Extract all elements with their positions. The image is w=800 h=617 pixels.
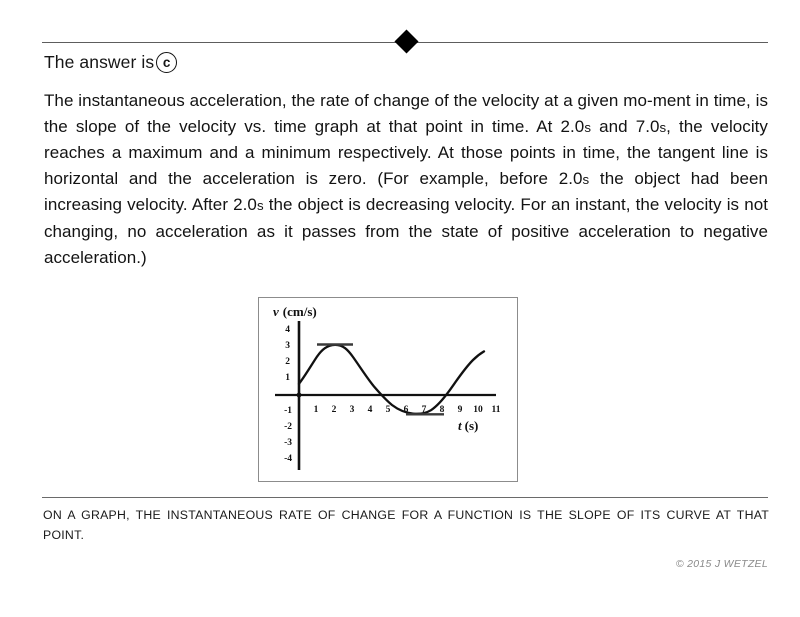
x-tick-6: 6: [403, 405, 409, 415]
value-2s-c: 2.0: [233, 195, 257, 215]
footer-note: ON A GRAPH, THE INSTANTANEOUS RATE OF CHANGE FOR A FUNCTION IS THE SLOPE OF ITS CURVE AT THAT POINT.: [43, 508, 769, 542]
y-tick-3: 3: [285, 341, 290, 351]
value-7s: 7.0: [635, 116, 660, 136]
text-seg-1: The instantaneous acceleration, the rate of change of the velocity at a given mo-ment in time, is the slope of the velocity vs. time graph at that point in time. At: [44, 91, 768, 136]
text-seg-4: the object had been increasing velocity. After: [44, 168, 768, 215]
unit-s-d: s: [256, 198, 264, 214]
answer-prefix-label: The answer is: [44, 52, 155, 72]
y-tick-neg2: -2: [284, 422, 292, 432]
x-axis-unit: (s): [464, 418, 479, 433]
explanation-text: [44, 88, 768, 270]
x-tick-5: 5: [385, 405, 391, 415]
text-seg-3: , the velocity reaches a maximum and a minimum respectively. At those points in time, the tangent line is horizontal and the acceleration is zero. (For example, before: [44, 116, 768, 188]
text-seg-5: the object is decreasing velocity. For an instant, the velocity is not changing, no acceleration as it passes from the state of positive acceleration to negative acceleration.): [44, 195, 769, 267]
y-axis-unit: (cm/s): [282, 304, 317, 319]
y-tick-1: 1: [285, 373, 290, 383]
x-tick-2: 2: [331, 405, 337, 415]
unit-s-c: s: [582, 171, 590, 187]
x-axis-symbol: t: [458, 418, 462, 433]
origin-point: [297, 393, 302, 398]
explanation-paragraph: [44, 88, 768, 270]
unit-s-b: s: [659, 119, 667, 135]
bottom-divider: [42, 497, 768, 498]
x-tick-1: 1: [313, 405, 319, 415]
y-tick-4: 4: [285, 325, 290, 335]
velocity-curve: [299, 345, 484, 414]
diamond-marker-icon: [394, 29, 418, 53]
x-tick-11: 11: [491, 405, 501, 415]
x-tick-3: 3: [349, 405, 355, 415]
x-axis-label: [458, 418, 478, 433]
x-tick-9: 9: [457, 405, 463, 415]
value-2s-b: 2.0: [558, 168, 583, 188]
velocity-time-figure: [258, 297, 518, 482]
value-2s-a: 2.0: [560, 116, 585, 136]
y-tick-neg4: -4: [284, 454, 292, 464]
text-seg-2: and: [591, 116, 636, 136]
x-tick-7: 7: [421, 405, 427, 415]
answer-line: [44, 52, 177, 73]
y-tick-neg1: -1: [284, 406, 292, 416]
y-tick-neg3: -3: [284, 438, 292, 448]
x-tick-8: 8: [439, 405, 445, 415]
x-tick-10: 10: [473, 405, 483, 415]
velocity-time-chart: [259, 298, 516, 480]
y-tick-2: 2: [285, 357, 290, 367]
copyright-text: © 2015 J WETZEL: [675, 558, 768, 570]
y-axis-symbol: v: [273, 304, 279, 319]
y-axis-label: [273, 304, 317, 319]
unit-s-a: s: [584, 119, 591, 135]
x-tick-4: 4: [367, 405, 373, 415]
answer-choice-badge: c: [156, 52, 177, 73]
